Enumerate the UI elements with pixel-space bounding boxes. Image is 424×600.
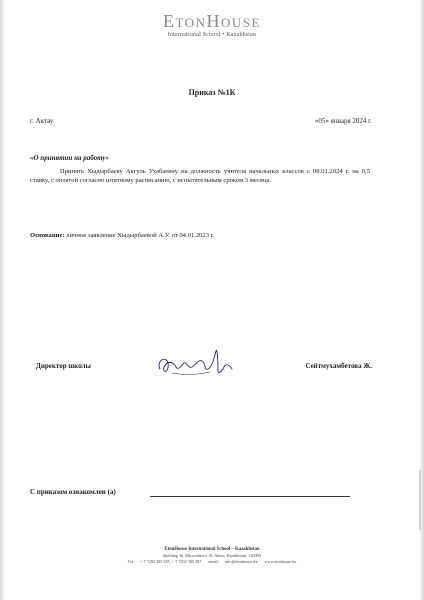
acknowledgement-signature-line [150, 496, 350, 497]
footer-website: www.etonhouse.kz [264, 559, 297, 564]
footer-company: EtonHouse International School – Kazakhstan [164, 547, 260, 552]
basis-text: личное заявление Хыдырбаевой А.У. от 04.01.2023 г. [66, 232, 215, 239]
acknowledgement-text: С приказом ознакомлен (а) [30, 488, 116, 496]
scan-mark [419, 470, 421, 530]
logo-name: EtonHouse [163, 11, 261, 31]
order-city: г. Актау [30, 117, 54, 125]
footer-tel: + 7 7292 305 585, + 7 7292 305 587 [140, 559, 202, 564]
order-title: Приказ №1К [188, 88, 236, 97]
order-subject: «О принятии на работу» [30, 154, 109, 162]
footer-tel-label: Tel: [127, 559, 135, 564]
director-title: Директор школы [36, 362, 92, 370]
footer-email-label: email: [208, 559, 219, 564]
footer-contacts [0, 559, 424, 565]
letterhead-logo [0, 12, 424, 38]
order-basis [30, 232, 214, 239]
footer-email: info@etonhouse.kz [224, 559, 258, 564]
director-name: Сейтмухамбетова Ж. [305, 362, 372, 370]
handwritten-signature [152, 345, 242, 385]
footer-address: Building 36, Microdistrict 19, Aktau, Kazakhstan, 130000 [163, 553, 261, 558]
order-body: Принять Хыдырбаеву Акгуль Ухабаевну на должность учителя начальных классов с 08.01.2024 г. на 0,5 ставку, с оплатой согласно штатному расписанию, с испытательным сроком 3 месяца. [30, 168, 370, 184]
logo-subtitle: International School • Kazakhstan [167, 32, 257, 38]
order-date: «05» января 2024 г. [314, 117, 372, 125]
basis-label: Основание: [30, 232, 65, 239]
letterhead-footer [0, 547, 424, 565]
